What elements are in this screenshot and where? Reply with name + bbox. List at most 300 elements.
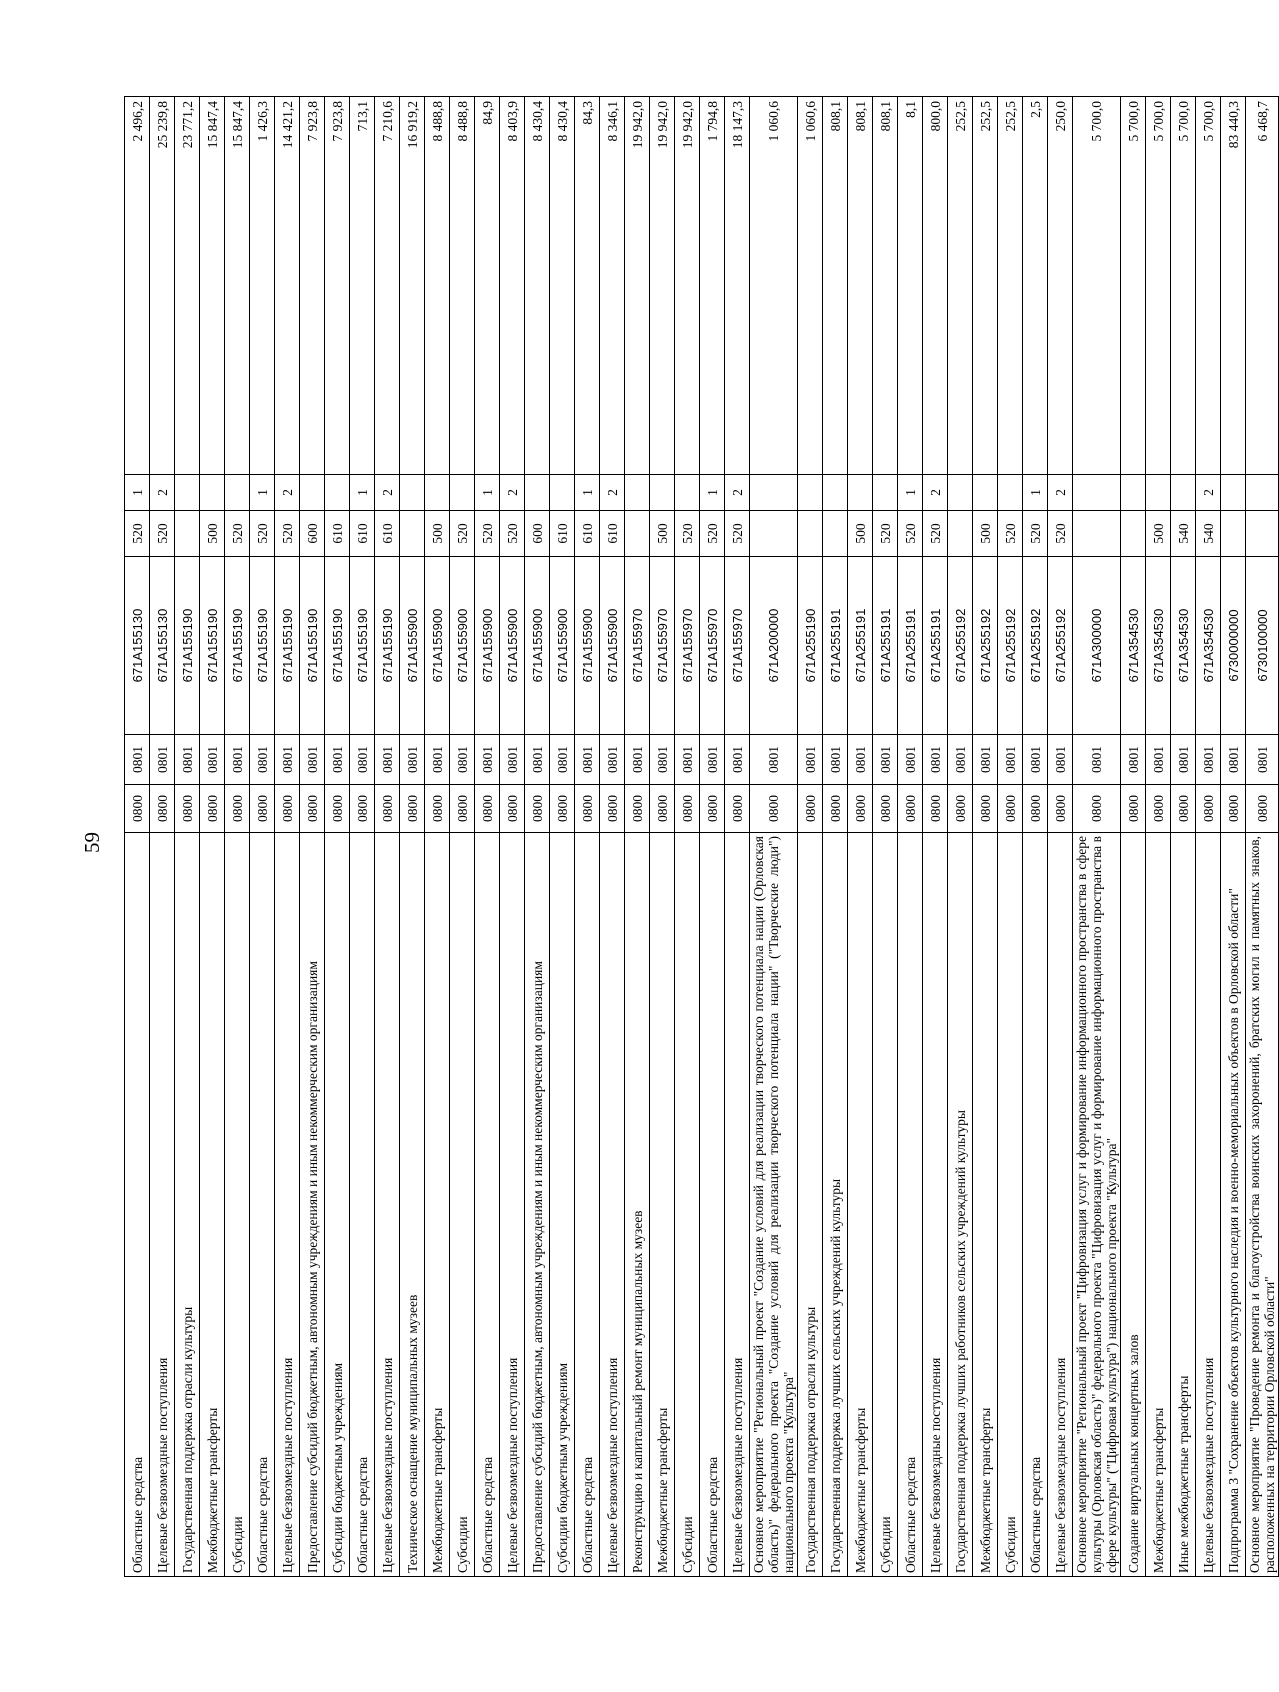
row-subsection: 0801 bbox=[1221, 735, 1246, 785]
row-expense-type: 600 bbox=[525, 511, 550, 557]
row-section: 0800 bbox=[873, 785, 898, 833]
row-amount: 5 700,0 bbox=[1171, 97, 1196, 475]
row-subsection: 0801 bbox=[1073, 735, 1121, 785]
row-target-code: 671A155900 bbox=[475, 557, 500, 735]
row-target-code: 671A354530 bbox=[1171, 557, 1196, 735]
row-budget-source bbox=[848, 475, 873, 511]
row-name: Субсидии bbox=[873, 833, 898, 1577]
row-target-code: 671A155900 bbox=[450, 557, 475, 735]
row-expense-type bbox=[625, 511, 650, 557]
row-name: Реконструкцию и капитальный ремонт муниципальных музеев bbox=[625, 833, 650, 1577]
row-subsection: 0801 bbox=[998, 735, 1023, 785]
row-target-code: 671A155900 bbox=[575, 557, 600, 735]
page-number: 59 bbox=[80, 832, 104, 853]
row-budget-source bbox=[525, 475, 550, 511]
row-target-code: 671A354530 bbox=[1146, 557, 1171, 735]
row-name: Областные средства bbox=[1023, 833, 1048, 1577]
row-subsection: 0801 bbox=[750, 735, 798, 785]
row-section: 0800 bbox=[625, 785, 650, 833]
row-expense-type: 520 bbox=[475, 511, 500, 557]
row-target-code: 671A155190 bbox=[300, 557, 325, 735]
row-amount: 5 700,0 bbox=[1073, 97, 1121, 475]
row-name: Государственная поддержка отрасли культуры bbox=[798, 833, 823, 1577]
row-name: Государственная поддержка лучших работников сельских учреждений культуры bbox=[948, 833, 973, 1577]
row-amount: 83 440,3 bbox=[1221, 97, 1246, 475]
row-name: Субсидии bbox=[675, 833, 700, 1577]
row-expense-type bbox=[1221, 511, 1246, 557]
row-budget-source bbox=[450, 475, 475, 511]
row-expense-type: 610 bbox=[600, 511, 625, 557]
row-section: 0800 bbox=[175, 785, 200, 833]
row-expense-type bbox=[1073, 511, 1121, 557]
row-expense-type: 520 bbox=[250, 511, 275, 557]
row-budget-source bbox=[1146, 475, 1171, 511]
row-name: Целевые безвозмездные поступления bbox=[375, 833, 400, 1577]
row-target-code: 671A300000 bbox=[1073, 557, 1121, 735]
row-subsection: 0801 bbox=[798, 735, 823, 785]
row-amount: 808,1 bbox=[848, 97, 873, 475]
row-amount: 8 488,8 bbox=[425, 97, 450, 475]
row-amount: 84,3 bbox=[575, 97, 600, 475]
row-section: 0800 bbox=[275, 785, 300, 833]
row-name: Предоставление субсидий бюджетным, автономным учреждениям и иным некоммерческим организациям bbox=[525, 833, 550, 1577]
row-target-code: 671A255192 bbox=[973, 557, 998, 735]
row-target-code: 671A155970 bbox=[675, 557, 700, 735]
row-expense-type bbox=[175, 511, 200, 557]
row-expense-type bbox=[750, 511, 798, 557]
row-section: 0800 bbox=[125, 785, 150, 833]
table-row bbox=[848, 97, 873, 1577]
row-expense-type: 520 bbox=[500, 511, 525, 557]
row-amount: 8,1 bbox=[898, 97, 923, 475]
table-row bbox=[1023, 97, 1048, 1577]
row-section: 0800 bbox=[848, 785, 873, 833]
row-name: Создание виртуальных концертных залов bbox=[1121, 833, 1146, 1577]
table-row bbox=[725, 97, 750, 1577]
row-budget-source: 2 bbox=[500, 475, 525, 511]
row-subsection: 0801 bbox=[550, 735, 575, 785]
row-budget-source bbox=[625, 475, 650, 511]
row-amount: 252,5 bbox=[973, 97, 998, 475]
row-expense-type: 520 bbox=[675, 511, 700, 557]
row-budget-source: 1 bbox=[350, 475, 375, 511]
row-amount: 19 942,0 bbox=[675, 97, 700, 475]
row-amount: 7 923,8 bbox=[300, 97, 325, 475]
row-target-code: 671A155970 bbox=[625, 557, 650, 735]
table-row bbox=[625, 97, 650, 1577]
budget-table-rotated bbox=[124, 97, 1277, 1577]
row-subsection: 0801 bbox=[848, 735, 873, 785]
row-expense-type: 520 bbox=[1048, 511, 1073, 557]
row-section: 0800 bbox=[475, 785, 500, 833]
row-section: 0800 bbox=[650, 785, 675, 833]
row-subsection: 0801 bbox=[1023, 735, 1048, 785]
table-row bbox=[948, 97, 973, 1577]
row-section: 0800 bbox=[1246, 785, 1279, 833]
row-expense-type: 520 bbox=[1023, 511, 1048, 557]
row-expense-type: 520 bbox=[150, 511, 175, 557]
row-expense-type: 500 bbox=[848, 511, 873, 557]
row-amount: 14 421,2 bbox=[275, 97, 300, 475]
row-name: Подпрограмма 3 "Сохранение объектов культурного наследия и военно-мемориальных объектов в Орловской области" bbox=[1221, 833, 1246, 1577]
row-section: 0800 bbox=[400, 785, 425, 833]
row-name: Государственная поддержка лучших сельских учреждений культуры bbox=[823, 833, 848, 1577]
row-amount: 19 942,0 bbox=[650, 97, 675, 475]
table-row bbox=[1121, 97, 1146, 1577]
row-expense-type: 520 bbox=[225, 511, 250, 557]
row-subsection: 0801 bbox=[923, 735, 948, 785]
row-name: Межбюджетные трансферты bbox=[425, 833, 450, 1577]
row-budget-source bbox=[325, 475, 350, 511]
row-budget-source bbox=[873, 475, 898, 511]
row-expense-type: 500 bbox=[200, 511, 225, 557]
row-amount: 8 488,8 bbox=[450, 97, 475, 475]
table-row bbox=[1221, 97, 1246, 1577]
row-section: 0800 bbox=[1073, 785, 1121, 833]
table-row bbox=[1246, 97, 1279, 1577]
row-target-code: 671A255192 bbox=[998, 557, 1023, 735]
row-target-code: 671A155970 bbox=[650, 557, 675, 735]
table-row bbox=[873, 97, 898, 1577]
table-row bbox=[1048, 97, 1073, 1577]
row-name: Межбюджетные трансферты bbox=[200, 833, 225, 1577]
table-row bbox=[1073, 97, 1121, 1577]
row-budget-source bbox=[650, 475, 675, 511]
row-expense-type: 520 bbox=[700, 511, 725, 557]
table-row bbox=[525, 97, 550, 1577]
table-row bbox=[700, 97, 725, 1577]
row-section: 0800 bbox=[750, 785, 798, 833]
row-name: Целевые безвозмездные поступления bbox=[500, 833, 525, 1577]
row-name: Целевые безвозмездные поступления bbox=[275, 833, 300, 1577]
table-row bbox=[150, 97, 175, 1577]
table-row bbox=[400, 97, 425, 1577]
row-amount: 252,5 bbox=[948, 97, 973, 475]
row-target-code: 671A155970 bbox=[700, 557, 725, 735]
table-row bbox=[650, 97, 675, 1577]
row-expense-type: 600 bbox=[300, 511, 325, 557]
row-amount: 8 430,4 bbox=[525, 97, 550, 475]
row-budget-source: 2 bbox=[150, 475, 175, 511]
row-subsection: 0801 bbox=[300, 735, 325, 785]
row-budget-source bbox=[675, 475, 700, 511]
row-amount: 252,5 bbox=[998, 97, 1023, 475]
table-row bbox=[200, 97, 225, 1577]
table-row bbox=[798, 97, 823, 1577]
row-subsection: 0801 bbox=[500, 735, 525, 785]
row-section: 0800 bbox=[225, 785, 250, 833]
row-subsection: 0801 bbox=[1048, 735, 1073, 785]
row-section: 0800 bbox=[500, 785, 525, 833]
row-name: Областные средства bbox=[350, 833, 375, 1577]
row-name: Целевые безвозмездные поступления bbox=[1048, 833, 1073, 1577]
row-budget-source bbox=[550, 475, 575, 511]
row-target-code: 671A155190 bbox=[175, 557, 200, 735]
row-target-code: 671A155190 bbox=[200, 557, 225, 735]
row-amount: 23 771,2 bbox=[175, 97, 200, 475]
row-target-code: 671A255190 bbox=[798, 557, 823, 735]
row-section: 0800 bbox=[823, 785, 848, 833]
row-budget-source bbox=[1171, 475, 1196, 511]
row-section: 0800 bbox=[550, 785, 575, 833]
row-budget-source bbox=[1246, 475, 1279, 511]
row-name: Основное мероприятие "Региональный проект "Цифровизация услуг и формирование информационного пространства в сфере культуры (Орловская область)" федерального проекта "Цифровизация услуг и формирование информационного пространства в сфере культуры" ("Цифровая культура") национального проекта "Культура" bbox=[1073, 833, 1121, 1577]
row-amount: 1 794,8 bbox=[700, 97, 725, 475]
row-subsection: 0801 bbox=[575, 735, 600, 785]
row-budget-source bbox=[1221, 475, 1246, 511]
table-row bbox=[1146, 97, 1171, 1577]
row-budget-source bbox=[823, 475, 848, 511]
row-expense-type: 610 bbox=[375, 511, 400, 557]
row-target-code: 671A255192 bbox=[1023, 557, 1048, 735]
budget-table bbox=[124, 96, 1279, 1577]
row-expense-type: 500 bbox=[650, 511, 675, 557]
row-expense-type: 540 bbox=[1196, 511, 1221, 557]
row-expense-type: 520 bbox=[725, 511, 750, 557]
row-expense-type bbox=[400, 511, 425, 557]
row-budget-source: 1 bbox=[250, 475, 275, 511]
row-section: 0800 bbox=[1171, 785, 1196, 833]
row-subsection: 0801 bbox=[898, 735, 923, 785]
row-subsection: 0801 bbox=[400, 735, 425, 785]
row-subsection: 0801 bbox=[450, 735, 475, 785]
row-amount: 15 847,4 bbox=[225, 97, 250, 475]
row-target-code: 671A255192 bbox=[1048, 557, 1073, 735]
row-amount: 84,9 bbox=[475, 97, 500, 475]
row-name: Целевые безвозмездные поступления bbox=[725, 833, 750, 1577]
row-section: 0800 bbox=[150, 785, 175, 833]
row-subsection: 0801 bbox=[973, 735, 998, 785]
table-row bbox=[375, 97, 400, 1577]
row-section: 0800 bbox=[725, 785, 750, 833]
row-expense-type bbox=[823, 511, 848, 557]
table-row bbox=[550, 97, 575, 1577]
table-row bbox=[175, 97, 200, 1577]
row-budget-source: 2 bbox=[725, 475, 750, 511]
row-target-code: 671A255191 bbox=[873, 557, 898, 735]
row-target-code: 671A155900 bbox=[500, 557, 525, 735]
row-target-code: 671A155900 bbox=[425, 557, 450, 735]
row-section: 0800 bbox=[250, 785, 275, 833]
row-subsection: 0801 bbox=[250, 735, 275, 785]
row-expense-type: 540 bbox=[1171, 511, 1196, 557]
row-budget-source bbox=[1121, 475, 1146, 511]
row-target-code: 671A255191 bbox=[848, 557, 873, 735]
row-section: 0800 bbox=[325, 785, 350, 833]
row-target-code: 671A155190 bbox=[325, 557, 350, 735]
row-section: 0800 bbox=[923, 785, 948, 833]
row-expense-type: 520 bbox=[275, 511, 300, 557]
row-budget-source: 1 bbox=[700, 475, 725, 511]
row-amount: 1 060,6 bbox=[750, 97, 798, 475]
row-name: Техническое оснащение муниципальных музеев bbox=[400, 833, 425, 1577]
row-target-code: 671A155130 bbox=[125, 557, 150, 735]
row-budget-source bbox=[798, 475, 823, 511]
row-expense-type: 500 bbox=[425, 511, 450, 557]
row-section: 0800 bbox=[675, 785, 700, 833]
row-name: Целевые безвозмездные поступления bbox=[923, 833, 948, 1577]
row-target-code: 671A155970 bbox=[725, 557, 750, 735]
row-target-code: 671A155190 bbox=[225, 557, 250, 735]
row-budget-source bbox=[175, 475, 200, 511]
row-budget-source bbox=[750, 475, 798, 511]
row-expense-type: 500 bbox=[973, 511, 998, 557]
row-name: Основное мероприятие "Региональный проект "Создание условий для реализации творческого потенциала нации (Орловская область)" федерального проекта "Создание условий для реализации творческого потенциала нации" ("Творческие люди") национального проекта "Культура" bbox=[750, 833, 798, 1577]
table-row bbox=[600, 97, 625, 1577]
row-budget-source bbox=[225, 475, 250, 511]
row-expense-type: 610 bbox=[325, 511, 350, 557]
row-subsection: 0801 bbox=[675, 735, 700, 785]
table-row bbox=[350, 97, 375, 1577]
row-target-code: 671A155900 bbox=[550, 557, 575, 735]
row-subsection: 0801 bbox=[350, 735, 375, 785]
row-section: 0800 bbox=[425, 785, 450, 833]
row-budget-source bbox=[973, 475, 998, 511]
row-name: Основное мероприятие "Проведение ремонта и благоустройства воинских захоронений, братских могил и памятных знаков, расположенных на территории Орловской области" bbox=[1246, 833, 1279, 1577]
row-name: Областные средства bbox=[475, 833, 500, 1577]
row-name: Субсидии bbox=[450, 833, 475, 1577]
row-subsection: 0801 bbox=[425, 735, 450, 785]
row-budget-source bbox=[425, 475, 450, 511]
row-subsection: 0801 bbox=[948, 735, 973, 785]
row-subsection: 0801 bbox=[275, 735, 300, 785]
row-name: Межбюджетные трансферты bbox=[973, 833, 998, 1577]
row-name: Целевые безвозмездные поступления bbox=[1196, 833, 1221, 1577]
row-name: Целевые безвозмездные поступления bbox=[600, 833, 625, 1577]
row-subsection: 0801 bbox=[600, 735, 625, 785]
row-amount: 7 923,8 bbox=[325, 97, 350, 475]
row-target-code: 671A354530 bbox=[1121, 557, 1146, 735]
table-row bbox=[1196, 97, 1221, 1577]
table-row bbox=[998, 97, 1023, 1577]
row-name: Субсидии бюджетным учреждениям bbox=[325, 833, 350, 1577]
row-name: Областные средства bbox=[700, 833, 725, 1577]
row-subsection: 0801 bbox=[650, 735, 675, 785]
row-amount: 808,1 bbox=[873, 97, 898, 475]
row-budget-source: 1 bbox=[1023, 475, 1048, 511]
row-expense-type: 500 bbox=[1146, 511, 1171, 557]
row-target-code: 671A155190 bbox=[375, 557, 400, 735]
row-section: 0800 bbox=[575, 785, 600, 833]
row-amount: 713,1 bbox=[350, 97, 375, 475]
row-name: Субсидии бюджетным учреждениям bbox=[550, 833, 575, 1577]
table-body bbox=[125, 97, 1279, 1577]
row-name: Областные средства bbox=[125, 833, 150, 1577]
table-row bbox=[500, 97, 525, 1577]
row-target-code: 671A255191 bbox=[923, 557, 948, 735]
row-target-code: 671A255191 bbox=[898, 557, 923, 735]
row-section: 0800 bbox=[525, 785, 550, 833]
row-section: 0800 bbox=[1121, 785, 1146, 833]
row-subsection: 0801 bbox=[1121, 735, 1146, 785]
row-subsection: 0801 bbox=[175, 735, 200, 785]
row-amount: 800,0 bbox=[923, 97, 948, 475]
row-subsection: 0801 bbox=[375, 735, 400, 785]
row-section: 0800 bbox=[300, 785, 325, 833]
row-expense-type: 520 bbox=[873, 511, 898, 557]
row-subsection: 0801 bbox=[1146, 735, 1171, 785]
table-row bbox=[125, 97, 150, 1577]
row-expense-type: 520 bbox=[450, 511, 475, 557]
table-row bbox=[1171, 97, 1196, 1577]
table-row bbox=[973, 97, 998, 1577]
row-subsection: 0801 bbox=[823, 735, 848, 785]
row-target-code: 671A155900 bbox=[600, 557, 625, 735]
row-section: 0800 bbox=[1221, 785, 1246, 833]
row-section: 0800 bbox=[973, 785, 998, 833]
row-amount: 7 210,6 bbox=[375, 97, 400, 475]
row-target-code: 671A155190 bbox=[275, 557, 300, 735]
row-name: Иные межбюджетные трансферты bbox=[1171, 833, 1196, 1577]
row-amount: 18 147,3 bbox=[725, 97, 750, 475]
row-section: 0800 bbox=[1146, 785, 1171, 833]
row-subsection: 0801 bbox=[725, 735, 750, 785]
row-expense-type bbox=[948, 511, 973, 557]
row-name: Областные средства bbox=[250, 833, 275, 1577]
row-target-code: 671A255192 bbox=[948, 557, 973, 735]
row-name: Межбюджетные трансферты bbox=[848, 833, 873, 1577]
row-section: 0800 bbox=[1023, 785, 1048, 833]
table-row bbox=[575, 97, 600, 1577]
row-subsection: 0801 bbox=[1246, 735, 1279, 785]
row-name: Предоставление субсидий бюджетным, автономным учреждениям и иным некоммерческим организациям bbox=[300, 833, 325, 1577]
row-subsection: 0801 bbox=[1196, 735, 1221, 785]
row-budget-source bbox=[948, 475, 973, 511]
row-amount: 8 430,4 bbox=[550, 97, 575, 475]
row-subsection: 0801 bbox=[150, 735, 175, 785]
row-section: 0800 bbox=[350, 785, 375, 833]
row-section: 0800 bbox=[700, 785, 725, 833]
row-budget-source: 2 bbox=[600, 475, 625, 511]
row-target-code: 6730000000 bbox=[1221, 557, 1246, 735]
row-name: Областные средства bbox=[898, 833, 923, 1577]
row-subsection: 0801 bbox=[1171, 735, 1196, 785]
row-section: 0800 bbox=[375, 785, 400, 833]
row-section: 0800 bbox=[798, 785, 823, 833]
row-amount: 15 847,4 bbox=[200, 97, 225, 475]
row-expense-type: 610 bbox=[550, 511, 575, 557]
row-target-code: 671A255191 bbox=[823, 557, 848, 735]
row-budget-source bbox=[1073, 475, 1121, 511]
row-budget-source: 1 bbox=[475, 475, 500, 511]
row-target-code: 671A155130 bbox=[150, 557, 175, 735]
row-expense-type: 520 bbox=[923, 511, 948, 557]
table-row bbox=[750, 97, 798, 1577]
row-name: Государственная поддержка отрасли культуры bbox=[175, 833, 200, 1577]
row-target-code: 671A354530 bbox=[1196, 557, 1221, 735]
row-name: Целевые безвозмездные поступления bbox=[150, 833, 175, 1577]
table-row bbox=[275, 97, 300, 1577]
row-target-code: 671A155900 bbox=[525, 557, 550, 735]
row-amount: 6 468,7 bbox=[1246, 97, 1279, 475]
row-amount: 1 426,3 bbox=[250, 97, 275, 475]
row-subsection: 0801 bbox=[700, 735, 725, 785]
row-expense-type bbox=[798, 511, 823, 557]
row-target-code: 671A155190 bbox=[350, 557, 375, 735]
row-name: Межбюджетные трансферты bbox=[1146, 833, 1171, 1577]
row-budget-source: 2 bbox=[1196, 475, 1221, 511]
row-subsection: 0801 bbox=[125, 735, 150, 785]
row-section: 0800 bbox=[1048, 785, 1073, 833]
row-section: 0800 bbox=[450, 785, 475, 833]
row-section: 0800 bbox=[898, 785, 923, 833]
row-expense-type: 520 bbox=[898, 511, 923, 557]
row-expense-type: 520 bbox=[998, 511, 1023, 557]
table-row bbox=[450, 97, 475, 1577]
row-subsection: 0801 bbox=[200, 735, 225, 785]
row-name: Субсидии bbox=[998, 833, 1023, 1577]
row-amount: 1 060,6 bbox=[798, 97, 823, 475]
